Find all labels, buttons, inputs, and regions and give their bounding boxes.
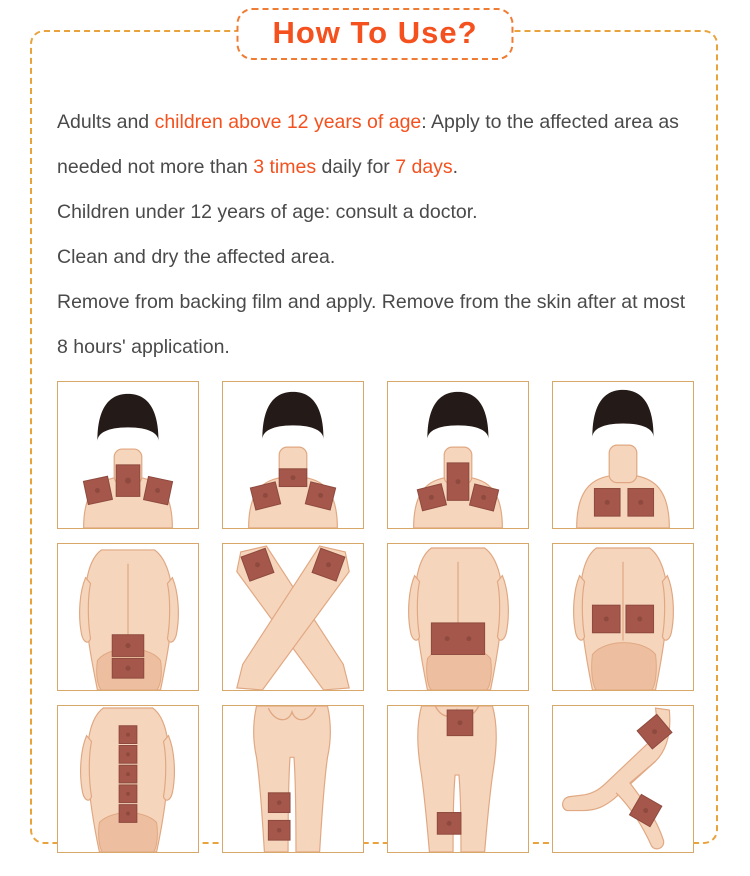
illustration-cell-spine-column xyxy=(57,705,199,853)
illustration-cell-arm-elbow xyxy=(552,705,694,853)
instruction-line-1-highlight-3: 7 days xyxy=(395,156,453,178)
instructions-block xyxy=(57,100,697,370)
lower-back-side-icon xyxy=(58,544,198,690)
instruction-line-1-highlight-2: 3 times xyxy=(253,156,317,178)
illustration-grid xyxy=(57,381,695,853)
neck-upper-back-icon xyxy=(223,382,363,528)
elbows-crossed-arms-icon xyxy=(223,544,363,690)
arm-elbow-icon xyxy=(553,706,693,852)
illustration-cell-neck-upper-back xyxy=(222,381,364,529)
illustration-cell-upper-back-two-patches xyxy=(552,381,694,529)
illustration-cell-elbows-crossed-arms xyxy=(222,543,364,691)
instruction-line-2: Children under 12 years of age: consult a doctor. xyxy=(57,201,478,223)
title-badge xyxy=(236,8,513,60)
illustration-cell-lower-back-side xyxy=(57,543,199,691)
knee-leg-icon xyxy=(223,706,363,852)
lower-back-waist-icon xyxy=(388,544,528,690)
instruction-line-3: Clean and dry the affected area. xyxy=(57,246,336,268)
illustration-cell-lower-back-hips xyxy=(552,543,694,691)
neck-shoulders-front-icon xyxy=(58,382,198,528)
upper-back-two-patches-icon xyxy=(553,382,693,528)
instruction-line-4: Remove from backing film and apply. Remove from the skin after at most 8 hours' application. xyxy=(57,291,686,358)
illustration-cell-knee-leg xyxy=(222,705,364,853)
instruction-line-1-part-4: . xyxy=(452,156,459,178)
instruction-line-1-part-3: daily for xyxy=(316,156,396,178)
illustration-cell-lower-back-waist xyxy=(387,543,529,691)
lower-back-hips-icon xyxy=(553,544,693,690)
instruction-line-1-highlight-1: children above 12 years of age xyxy=(154,111,422,133)
illustration-cell-neck-center-back xyxy=(387,381,529,529)
thigh-knee-icon xyxy=(388,706,528,852)
neck-center-back-icon xyxy=(388,382,528,528)
illustration-cell-neck-shoulders-front xyxy=(57,381,199,529)
instruction-line-1-part-2: : Apply to the affected area as needed not more than xyxy=(57,111,679,178)
instruction-line-1 xyxy=(57,100,697,190)
spine-column-icon xyxy=(58,706,198,852)
instruction-line-1-part-1: Adults and xyxy=(57,111,155,133)
page-title: How To Use? xyxy=(272,15,478,50)
illustration-cell-thigh-knee xyxy=(387,705,529,853)
